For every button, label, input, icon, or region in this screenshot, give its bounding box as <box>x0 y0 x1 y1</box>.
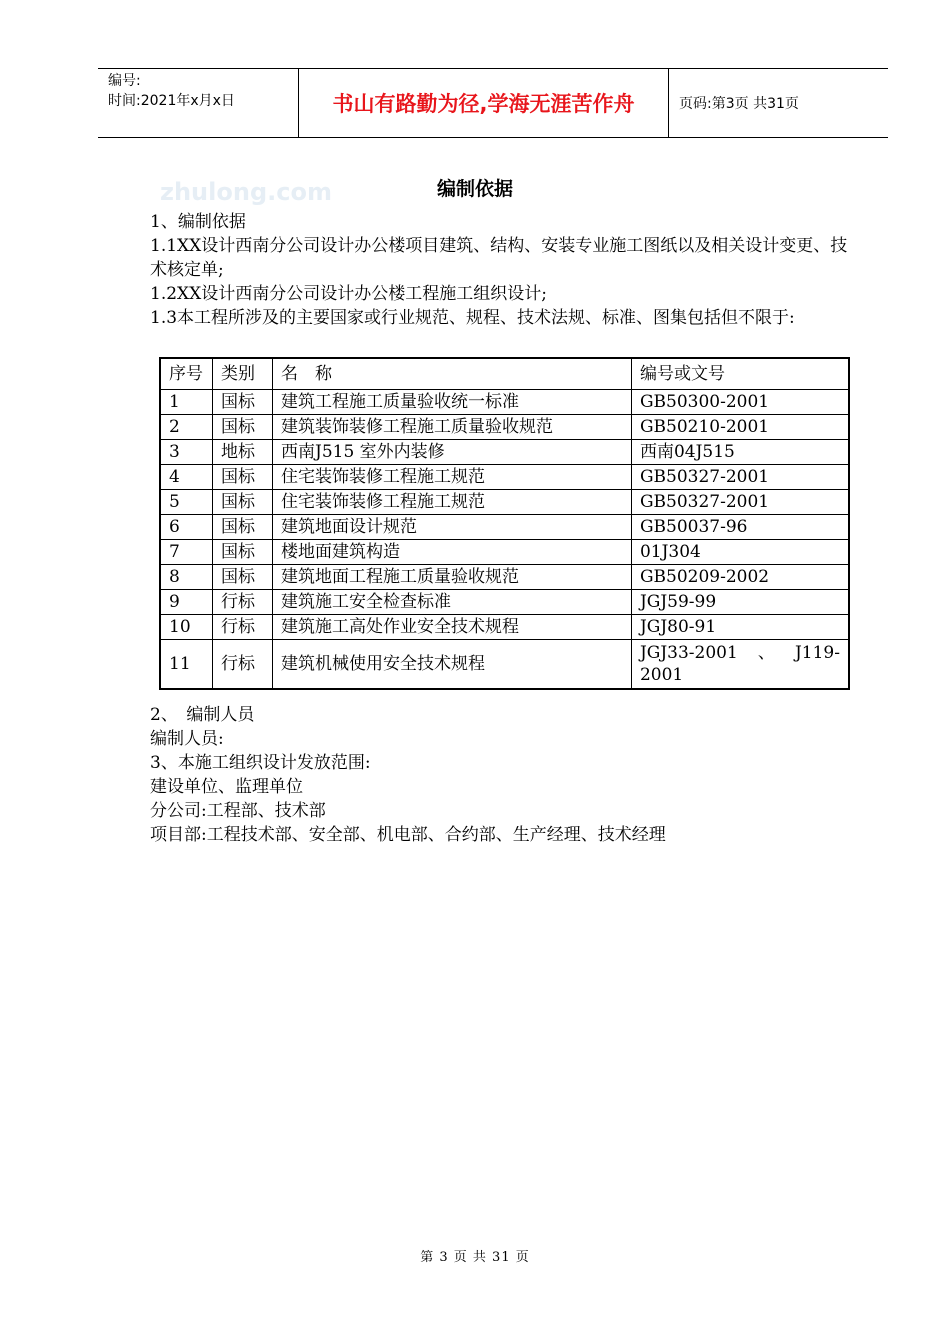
table-cell: 01J304 <box>631 540 849 565</box>
code-part: J119- <box>794 643 840 663</box>
section-staff-and-distribution <box>150 703 850 847</box>
section-basis <box>150 210 850 330</box>
section-heading: 3、本施工组织设计发放范围: <box>150 753 371 773</box>
watermark: zhulong.com <box>160 178 332 206</box>
table-cell: 建筑施工高处作业安全技术规程 <box>273 615 632 640</box>
table-cell: 5 <box>160 490 213 515</box>
table-cell: GB50037-96 <box>631 515 849 540</box>
table-row <box>160 615 849 640</box>
distribution-line: 项目部:工程技术部、安全部、机电部、合约部、生产经理、技术经理 <box>150 825 666 845</box>
document-time-label: 时间:2021年x月x日 <box>108 93 235 109</box>
header-meta <box>98 69 299 137</box>
staff-line: 编制人员: <box>150 729 224 749</box>
table-cell: 7 <box>160 540 213 565</box>
table-row <box>160 515 849 540</box>
table-cell: 建筑工程施工质量验收统一标准 <box>273 390 632 415</box>
table-cell: 西南J515 室外内装修 <box>273 440 632 465</box>
table-cell: JGJ80-91 <box>631 615 849 640</box>
column-header: 类别 <box>213 358 273 390</box>
table-cell: 建筑装饰装修工程施工质量验收规范 <box>273 415 632 440</box>
page-header <box>98 68 888 138</box>
table-row <box>160 640 849 690</box>
table-cell: 地标 <box>213 440 273 465</box>
table-cell: 2 <box>160 415 213 440</box>
code-separator: 、 <box>757 643 775 663</box>
table-cell: 建筑施工安全检查标准 <box>273 590 632 615</box>
table-row <box>160 590 849 615</box>
code-line-2: 2001 <box>639 665 684 685</box>
basis-item: 1.1XX设计西南分公司设计办公楼项目建筑、结构、安装专业施工图纸以及相关设计变更、技术核定单; <box>150 236 848 280</box>
table-cell: 11 <box>160 640 213 690</box>
table-row <box>160 565 849 590</box>
table-cell: JGJ59-99 <box>631 590 849 615</box>
table-cell: GB50327-2001 <box>631 490 849 515</box>
table-cell: 住宅装饰装修工程施工规范 <box>273 490 632 515</box>
table-cell: 楼地面建筑构造 <box>273 540 632 565</box>
distribution-line: 建设单位、监理单位 <box>150 777 303 797</box>
table-cell: 4 <box>160 465 213 490</box>
table-cell: 国标 <box>213 515 273 540</box>
code-line-1 <box>640 642 848 664</box>
code-part: JGJ33-2001 <box>639 643 738 663</box>
page-footer: 第 3 页 共 31 页 <box>420 1250 530 1265</box>
table-cell: 国标 <box>213 540 273 565</box>
column-header: 编号或文号 <box>631 358 849 390</box>
table-row <box>160 415 849 440</box>
table-cell: GB50300-2001 <box>631 390 849 415</box>
header-motto: 书山有路勤为径,学海无涯苦作舟 <box>299 69 669 137</box>
basis-item: 1.3本工程所涉及的主要国家或行业规范、规程、技术法规、标准、图集包括但不限于: <box>150 308 795 328</box>
table-cell: GB50210-2001 <box>631 415 849 440</box>
table-row <box>160 440 849 465</box>
header-page-info: 页码:第3页 共31页 <box>679 96 799 112</box>
table-cell: 国标 <box>213 465 273 490</box>
table-cell: 国标 <box>213 415 273 440</box>
table-cell: 行标 <box>213 640 273 690</box>
table-cell: 6 <box>160 515 213 540</box>
table-row <box>160 540 849 565</box>
section-heading: 2、 编制人员 <box>150 705 255 725</box>
document-number-label: 编号: <box>108 73 141 89</box>
table-cell: 建筑地面设计规范 <box>273 515 632 540</box>
column-header: 序号 <box>160 358 213 390</box>
table-header-row <box>160 358 849 390</box>
table-cell: 8 <box>160 565 213 590</box>
table-cell: 行标 <box>213 590 273 615</box>
table-cell: 住宅装饰装修工程施工规范 <box>273 465 632 490</box>
section-heading: 1、编制依据 <box>150 212 246 232</box>
table-cell-code <box>631 640 849 690</box>
table-cell: 行标 <box>213 615 273 640</box>
table-cell: 西南04J515 <box>631 440 849 465</box>
page-title: 编制依据 <box>436 178 513 200</box>
table-row <box>160 390 849 415</box>
column-header: 名 称 <box>273 358 632 390</box>
standards-table <box>159 357 850 690</box>
table-cell: 1 <box>160 390 213 415</box>
basis-item: 1.2XX设计西南分公司设计办公楼工程施工组织设计; <box>150 284 547 304</box>
table-row <box>160 490 849 515</box>
table-cell: 国标 <box>213 390 273 415</box>
table-cell: GB50209-2002 <box>631 565 849 590</box>
table-cell: 9 <box>160 590 213 615</box>
table-cell: 10 <box>160 615 213 640</box>
table-cell: 国标 <box>213 490 273 515</box>
table-row <box>160 465 849 490</box>
table-cell: 3 <box>160 440 213 465</box>
table-cell: GB50327-2001 <box>631 465 849 490</box>
table-cell: 建筑地面工程施工质量验收规范 <box>273 565 632 590</box>
table-cell: 建筑机械使用安全技术规程 <box>273 640 632 690</box>
table-cell: 国标 <box>213 565 273 590</box>
distribution-line: 分公司:工程部、技术部 <box>150 801 326 821</box>
